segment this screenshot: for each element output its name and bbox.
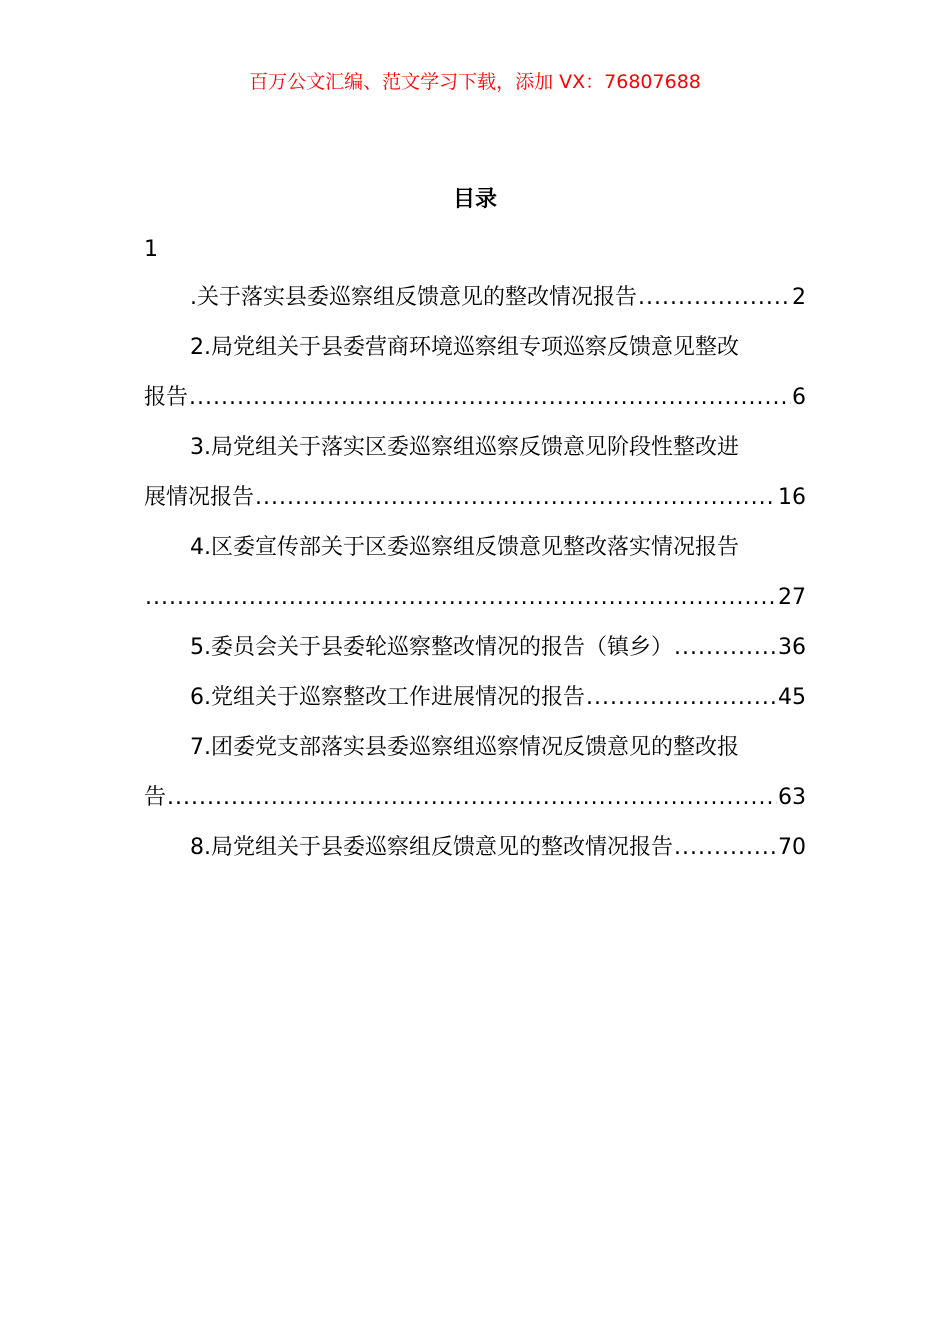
toc-dot-leader bbox=[674, 823, 777, 873]
toc-entry-title: 4.区委宣传部关于区委巡察组反馈意见整改落实情况报告 bbox=[190, 535, 739, 560]
toc-entry[interactable] bbox=[144, 673, 806, 723]
toc-entry-continuation[interactable] bbox=[144, 573, 806, 623]
toc-entry-page: 63 bbox=[778, 785, 806, 810]
toc-entry-title: .关于落实县委巡察组反馈意见的整改情况报告 bbox=[190, 285, 637, 310]
toc-entry[interactable] bbox=[144, 623, 806, 673]
toc-title: 目录 bbox=[452, 187, 497, 212]
toc-entry-title-cont: 报告 bbox=[144, 385, 189, 410]
toc-dot-leader bbox=[189, 373, 791, 423]
toc-section-number: 1 bbox=[144, 237, 158, 262]
toc-entry-continuation[interactable] bbox=[144, 773, 806, 823]
toc-entry[interactable] bbox=[144, 723, 806, 773]
toc-entry-page: 36 bbox=[778, 635, 806, 660]
toc-entry[interactable] bbox=[144, 523, 806, 573]
toc-entry-page: 16 bbox=[778, 485, 806, 510]
toc-entry-continuation[interactable] bbox=[144, 473, 806, 523]
toc-dot-leader bbox=[145, 573, 777, 623]
toc-dot-leader bbox=[674, 623, 777, 673]
toc-entry-title: 7.团委党支部落实县委巡察组巡察情况反馈意见的整改报 bbox=[190, 735, 739, 760]
toc-entry-continuation[interactable] bbox=[144, 373, 806, 423]
toc-entry[interactable] bbox=[144, 273, 806, 323]
toc-entry-title-cont: 展情况报告 bbox=[144, 485, 255, 510]
toc-entry[interactable] bbox=[144, 823, 806, 873]
toc-entry[interactable] bbox=[144, 323, 806, 373]
toc-dot-leader bbox=[167, 773, 777, 823]
header-note: 百万公文汇编、范文学习下载，添加 VX：76807688 bbox=[249, 71, 701, 93]
toc-entry-title: 2.局党组关于县委营商环境巡察组专项巡察反馈意见整改 bbox=[190, 335, 739, 360]
toc-dot-leader bbox=[638, 273, 791, 323]
table-of-contents bbox=[144, 273, 806, 873]
toc-entry-title: 3.局党组关于落实区委巡察组巡察反馈意见阶段性整改进 bbox=[190, 435, 739, 460]
toc-entry-title-cont: 告 bbox=[144, 785, 167, 810]
toc-dot-leader bbox=[255, 473, 777, 523]
toc-entry-title: 6.党组关于巡察整改工作进展情况的报告 bbox=[190, 685, 585, 710]
toc-entry-page: 70 bbox=[778, 835, 806, 860]
toc-entry-page: 45 bbox=[778, 685, 806, 710]
toc-entry-page: 6 bbox=[792, 385, 806, 410]
toc-dot-leader bbox=[586, 673, 777, 723]
toc-entry[interactable] bbox=[144, 423, 806, 473]
toc-entry-title: 8.局党组关于县委巡察组反馈意见的整改情况报告 bbox=[190, 835, 673, 860]
toc-entry-page: 27 bbox=[778, 585, 806, 610]
toc-entry-page: 2 bbox=[792, 285, 806, 310]
toc-entry-title: 5.委员会关于县委轮巡察整改情况的报告（镇乡） bbox=[190, 635, 673, 660]
